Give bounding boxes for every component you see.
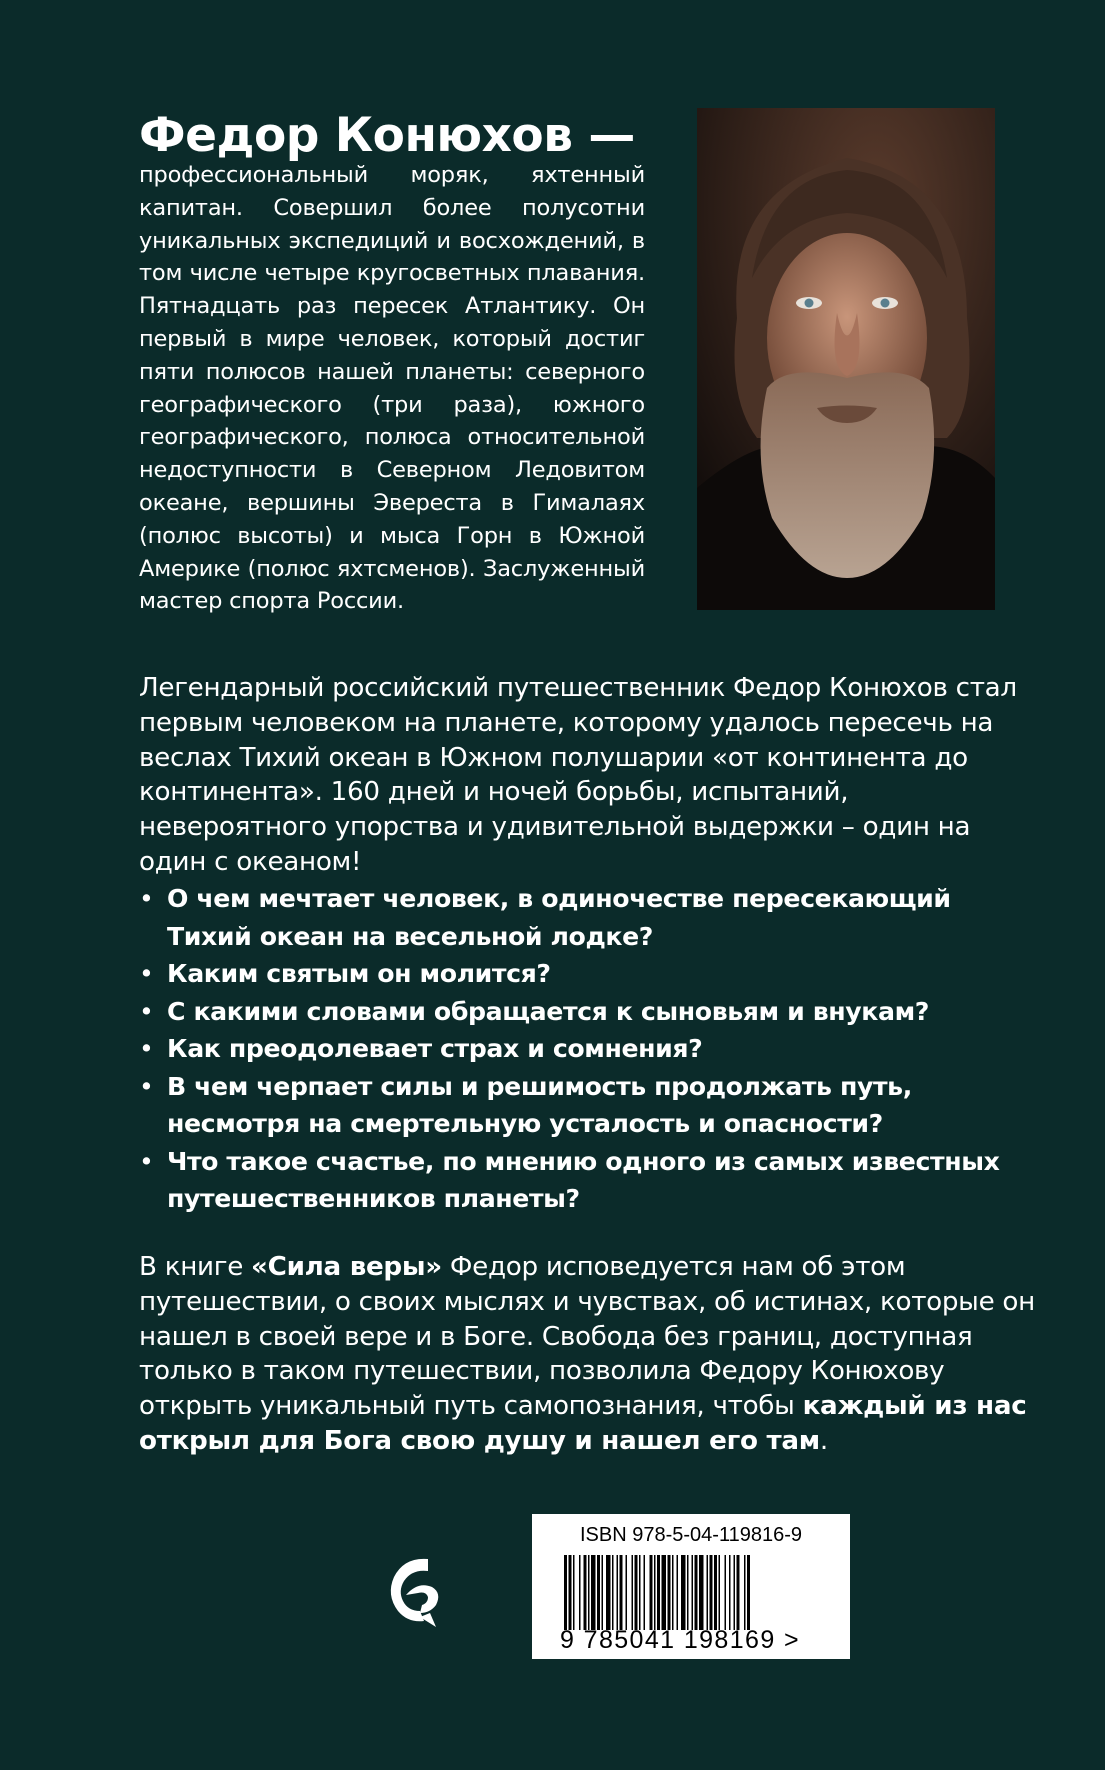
question-item: • В чем черпает силы и решимость продолжать путь, несмотря на смертельную усталость и опасности?	[139, 1068, 1039, 1143]
question-item: • Что такое счастье, по мнению одного из самых известных путешественников планеты?	[139, 1143, 1039, 1218]
barcode-bar	[681, 1555, 686, 1630]
barcode-bar	[573, 1555, 575, 1630]
barcode-bar	[737, 1555, 740, 1630]
author-heading: Федор Конюхов —	[139, 108, 635, 163]
barcode-bar	[584, 1555, 587, 1630]
barcode-bar	[744, 1555, 746, 1630]
summary-text: Федор исповедуется нам об этом путешествии, о своих мыслях и чувствах, об истинах, которые он нашел в своей вере и в Боге. Свобода без границ, доступная только в таком путешествии, позволила Федору Конюхову открыть уникальный путь самопознания, чтобы	[139, 1252, 1035, 1422]
barcode-bar	[591, 1555, 596, 1630]
barcode-bar	[597, 1555, 600, 1630]
summary-text: В книге	[139, 1252, 252, 1282]
barcode-bar	[672, 1555, 674, 1630]
barcode-bar	[657, 1555, 660, 1630]
summary-emphasis: каждый из нас открыл для Бога свою душу и нашел его там	[139, 1391, 1027, 1456]
barcode-bar	[747, 1555, 750, 1630]
barcode-bar	[699, 1555, 704, 1630]
barcode-bar	[564, 1555, 567, 1630]
barcode-bar	[662, 1555, 667, 1630]
barcode-bar	[588, 1555, 590, 1630]
isbn-digits: 9 785041 198169 >	[560, 1626, 800, 1654]
isbn-block	[532, 1514, 850, 1659]
author-portrait	[697, 108, 995, 610]
barcode-bar	[569, 1555, 572, 1630]
barcode-bar	[639, 1555, 641, 1630]
book-title: «Сила веры»	[251, 1252, 442, 1282]
intro-paragraph: Легендарный российский путешественник Федор Конюхов стал первым человеком на планете, которому удалось пересечь на веслах Тихий океан в Южном полушарии «от континента до континента». 160 дней и ночей борьбы, испытаний, невероятного упорства и удивительной выдержки – один на один с океаном!	[139, 673, 1017, 877]
question-item: • О чем мечтает человек, в одиночестве пересекающий Тихий океан на весельной лодке?	[139, 880, 1039, 955]
summary-paragraph	[139, 1250, 1044, 1459]
barcode-bar	[602, 1555, 604, 1630]
barcode-bar	[644, 1555, 646, 1630]
barcode-bar	[612, 1555, 614, 1630]
barcode-bar	[687, 1555, 689, 1630]
barcode-bar	[626, 1555, 628, 1630]
barcode-bar	[714, 1555, 717, 1630]
barcode-bar	[707, 1555, 709, 1630]
publisher-logo-icon	[384, 1551, 450, 1627]
barcode-bar	[579, 1555, 581, 1630]
barcode-bar	[719, 1555, 721, 1630]
barcode-bar	[654, 1555, 656, 1630]
barcode-bar	[725, 1555, 727, 1630]
barcode-bar	[695, 1555, 698, 1630]
author-bio: профессиональный моряк, яхтенный капитан. Совершил более полусотни уникальных экспедиций и восхождений, в том числе четыре кругосветных плавания. Пятнадцать раз пересек Атлантику. Он первый в мире человек, который достиг пяти полюсов нашей планеты: северного географического (три раза), южного географического, полюса относительной недоступности в Северном Ледовитом океане, вершины Эвереста в Гималаях (полюс высоты) и мыса Горн в Южной Америке (полюс яхтсменов). Заслуженный мастер спорта России.	[139, 162, 645, 615]
barcode-bar	[734, 1555, 736, 1630]
barcode-bar	[729, 1555, 731, 1630]
barcode-bar	[606, 1555, 611, 1630]
isbn-label: ISBN 978-5-04-119816-9	[580, 1524, 802, 1546]
barcode-bar	[677, 1555, 679, 1630]
barcode-bar	[692, 1555, 694, 1630]
barcode-bar	[617, 1555, 619, 1630]
barcode-bar	[620, 1555, 623, 1630]
barcode-bar	[650, 1555, 653, 1630]
barcode	[564, 1555, 826, 1630]
barcode-bar	[632, 1555, 634, 1630]
question-item: • С какими словами обращается к сыновьям и внукам?	[139, 993, 1039, 1031]
barcode-bar	[668, 1555, 671, 1630]
barcode-bar	[635, 1555, 638, 1630]
questions-list	[139, 880, 1039, 1218]
question-item: • Как преодолевает страх и сомнения?	[139, 1030, 1039, 1068]
question-item: • Каким святым он молится?	[139, 955, 1039, 993]
barcode-bar	[710, 1555, 713, 1630]
portrait-image	[697, 108, 995, 610]
summary-text: .	[819, 1425, 828, 1456]
